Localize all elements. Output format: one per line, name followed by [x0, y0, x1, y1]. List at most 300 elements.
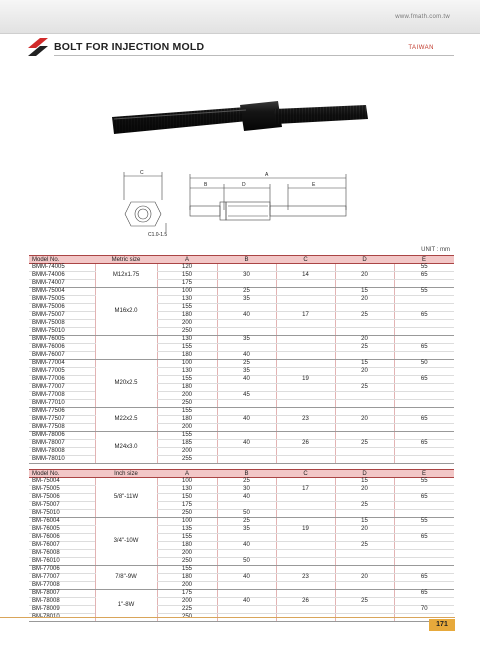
dim-b-cell [217, 424, 276, 432]
model-number-cell: BMM-77005 [29, 368, 95, 376]
dim-e-cell: 65 [394, 534, 454, 542]
dim-b-cell: 30 [217, 486, 276, 494]
dim-e-cell [394, 328, 454, 336]
table-row [29, 392, 454, 400]
dim-b-cell [217, 304, 276, 312]
dim-a-cell: 200 [157, 320, 217, 328]
table-row [29, 440, 454, 448]
table-row [29, 478, 454, 486]
table-row [29, 272, 454, 280]
dim-b-cell [217, 320, 276, 328]
dim-b-cell [217, 280, 276, 288]
dim-b-cell: 25 [217, 478, 276, 486]
table-row [29, 424, 454, 432]
dim-d-cell [335, 376, 394, 384]
dim-d-cell: 20 [335, 368, 394, 376]
title-rule [54, 55, 454, 56]
column-header: Model No. [29, 256, 95, 264]
table-row [29, 526, 454, 534]
model-number-cell: BMM-75006 [29, 304, 95, 312]
dim-c-cell [276, 510, 335, 518]
brand-logo-icon [28, 38, 48, 56]
dim-e-cell [394, 526, 454, 534]
dim-c-cell [276, 400, 335, 408]
dim-a-cell: 180 [157, 574, 217, 582]
dim-a-label: A [265, 172, 269, 178]
table-row [29, 456, 454, 464]
dim-c-cell: 19 [276, 376, 335, 384]
dim-a-cell: 120 [157, 264, 217, 272]
dim-e-cell: 70 [394, 606, 454, 614]
dim-e-cell [394, 558, 454, 566]
table-row [29, 344, 454, 352]
size-cell: M20x2.5 [95, 360, 157, 408]
metric-table [29, 255, 454, 464]
model-number-cell: BM-77007 [29, 574, 95, 582]
model-number-cell: BMM-77006 [29, 376, 95, 384]
dim-c-cell [276, 352, 335, 360]
dim-b-cell [217, 606, 276, 614]
model-number-cell: BMM-77506 [29, 408, 95, 416]
model-number-cell: BM-76007 [29, 542, 95, 550]
dim-a-cell: 155 [157, 408, 217, 416]
dim-d-cell: 25 [335, 440, 394, 448]
table-row [29, 280, 454, 288]
bolt-photo [108, 101, 370, 143]
dim-d-cell: 20 [335, 336, 394, 344]
table-row [29, 582, 454, 590]
dim-d-cell: 25 [335, 598, 394, 606]
dim-a-cell: 180 [157, 416, 217, 424]
dim-d-cell [335, 400, 394, 408]
dim-d-cell [335, 352, 394, 360]
table-row [29, 558, 454, 566]
dim-e-cell [394, 280, 454, 288]
dim-e-cell: 65 [394, 272, 454, 280]
dim-c-label: C [140, 170, 144, 176]
dim-c-cell: 17 [276, 312, 335, 320]
column-header: C [276, 256, 335, 264]
dim-b-cell: 40 [217, 376, 276, 384]
dim-d-cell [335, 510, 394, 518]
dim-a-cell: 150 [157, 494, 217, 502]
table-row [29, 590, 454, 598]
dim-e-cell: 65 [394, 440, 454, 448]
size-cell: M24x3.0 [95, 432, 157, 464]
dim-b-cell [217, 566, 276, 574]
dim-e-cell [394, 486, 454, 494]
dim-e-cell [394, 424, 454, 432]
dim-b-cell [217, 448, 276, 456]
dim-c-cell [276, 518, 335, 526]
dim-c-cell [276, 606, 335, 614]
size-cell [95, 336, 157, 360]
dim-b-cell [217, 550, 276, 558]
dim-c-cell [276, 392, 335, 400]
model-number-cell: BMM-75004 [29, 288, 95, 296]
dim-d-cell [335, 264, 394, 272]
table-row [29, 288, 454, 296]
dim-b-cell: 45 [217, 392, 276, 400]
dim-c-cell: 14 [276, 272, 335, 280]
dim-d-cell [335, 328, 394, 336]
dim-e-label: E [312, 182, 316, 188]
model-number-cell: BM-75010 [29, 510, 95, 518]
dim-e-cell [394, 336, 454, 344]
table-header-row [29, 470, 454, 478]
inch-table [29, 469, 454, 622]
dim-e-cell [394, 408, 454, 416]
model-number-cell: BMM-74007 [29, 280, 95, 288]
dim-e-cell [394, 304, 454, 312]
dim-c-cell: 23 [276, 416, 335, 424]
dim-c-cell [276, 494, 335, 502]
dim-d-cell: 25 [335, 502, 394, 510]
dim-e-cell [394, 392, 454, 400]
dim-c-cell [276, 264, 335, 272]
dim-e-cell: 65 [394, 416, 454, 424]
footer-rule [0, 617, 455, 618]
dim-a-cell: 150 [157, 272, 217, 280]
dim-c-cell: 26 [276, 598, 335, 606]
model-number-cell: BM-75005 [29, 486, 95, 494]
model-number-cell: BM-75007 [29, 502, 95, 510]
column-header: E [394, 256, 454, 264]
model-number-cell: BM-78007 [29, 590, 95, 598]
dim-b-cell: 40 [217, 598, 276, 606]
dim-d-cell [335, 432, 394, 440]
dim-d-cell [335, 408, 394, 416]
dim-b-cell: 40 [217, 494, 276, 502]
dim-e-cell: 55 [394, 478, 454, 486]
size-cell: M16x2.0 [95, 288, 157, 336]
size-cell: 1"-8W [95, 590, 157, 622]
dim-c-cell [276, 582, 335, 590]
dim-b-cell [217, 582, 276, 590]
model-number-cell: BM-76010 [29, 558, 95, 566]
table-row [29, 518, 454, 526]
column-header: B [217, 470, 276, 478]
model-number-cell: BM-75006 [29, 494, 95, 502]
dim-b-cell: 30 [217, 272, 276, 280]
size-cell: 5/8"-11W [95, 478, 157, 518]
dim-c-cell [276, 320, 335, 328]
dim-e-cell [394, 542, 454, 550]
dim-a-cell: 250 [157, 328, 217, 336]
top-band [0, 0, 480, 34]
dim-a-cell: 130 [157, 296, 217, 304]
dim-c-cell [276, 478, 335, 486]
dim-d-cell [335, 304, 394, 312]
dim-a-cell: 175 [157, 280, 217, 288]
dim-d-cell: 25 [335, 344, 394, 352]
dim-e-cell [394, 400, 454, 408]
dim-b-cell: 40 [217, 312, 276, 320]
size-cell: M12x1.75 [95, 264, 157, 288]
model-number-cell: BMM-76007 [29, 352, 95, 360]
dim-c-cell [276, 304, 335, 312]
column-header: B [217, 256, 276, 264]
model-number-cell: BMM-75005 [29, 296, 95, 304]
dim-b-cell: 40 [217, 440, 276, 448]
dim-a-cell: 155 [157, 344, 217, 352]
dim-c-cell [276, 550, 335, 558]
dim-a-cell: 200 [157, 550, 217, 558]
table-row [29, 448, 454, 456]
dim-c-cell [276, 534, 335, 542]
table-row [29, 304, 454, 312]
page-number: 171 [429, 619, 455, 631]
model-number-cell: BM-75004 [29, 478, 95, 486]
model-number-cell: BMM-77007 [29, 384, 95, 392]
model-number-cell: BMM-78007 [29, 440, 95, 448]
model-number-cell: BMM-77004 [29, 360, 95, 368]
table-row [29, 486, 454, 494]
model-number-cell: BMM-74005 [29, 264, 95, 272]
dim-d-label: D [242, 182, 246, 188]
dim-a-cell: 155 [157, 376, 217, 384]
dim-a-cell: 180 [157, 312, 217, 320]
dim-a-cell: 180 [157, 542, 217, 550]
table-row [29, 550, 454, 558]
dim-c-cell [276, 360, 335, 368]
dim-d-cell [335, 582, 394, 590]
model-number-cell: BMM-78006 [29, 432, 95, 440]
dim-d-cell [335, 550, 394, 558]
dim-a-cell: 130 [157, 486, 217, 494]
dim-c-cell [276, 296, 335, 304]
dim-e-cell [394, 598, 454, 606]
dim-c-cell [276, 344, 335, 352]
dim-b-cell: 25 [217, 288, 276, 296]
column-header: D [335, 470, 394, 478]
size-cell: 7/8"-9W [95, 566, 157, 590]
table-row [29, 606, 454, 614]
dim-b-cell: 40 [217, 352, 276, 360]
dim-b-cell: 40 [217, 416, 276, 424]
dim-a-cell: 100 [157, 288, 217, 296]
dim-e-cell: 65 [394, 312, 454, 320]
dim-b-cell [217, 344, 276, 352]
dim-e-cell: 65 [394, 590, 454, 598]
dim-d-cell: 20 [335, 526, 394, 534]
dim-b-cell: 35 [217, 296, 276, 304]
table-row [29, 376, 454, 384]
dim-a-cell: 130 [157, 368, 217, 376]
model-number-cell: BM-76006 [29, 534, 95, 542]
dim-e-cell: 55 [394, 264, 454, 272]
dim-c-cell: 19 [276, 526, 335, 534]
dim-d-cell: 15 [335, 478, 394, 486]
dim-d-cell [335, 558, 394, 566]
size-cell: 3/4"-10W [95, 518, 157, 566]
dim-e-cell [394, 384, 454, 392]
model-number-cell: BMM-76005 [29, 336, 95, 344]
dim-b-cell [217, 408, 276, 416]
dim-c-cell [276, 456, 335, 464]
dim-b-cell: 25 [217, 518, 276, 526]
table-row [29, 542, 454, 550]
dim-c-cell [276, 558, 335, 566]
dim-b-cell [217, 384, 276, 392]
dim-d-cell: 20 [335, 574, 394, 582]
dim-d-cell [335, 456, 394, 464]
dim-d-cell: 15 [335, 360, 394, 368]
dim-a-cell: 130 [157, 336, 217, 344]
table-row [29, 360, 454, 368]
dim-a-cell: 250 [157, 400, 217, 408]
dim-c-cell [276, 432, 335, 440]
dim-d-cell: 20 [335, 486, 394, 494]
dim-d-cell: 25 [335, 384, 394, 392]
dim-c-cell [276, 502, 335, 510]
dim-e-cell [394, 320, 454, 328]
dim-e-cell [394, 352, 454, 360]
dim-a-cell: 100 [157, 518, 217, 526]
dim-a-cell: 155 [157, 432, 217, 440]
table-row [29, 312, 454, 320]
dim-e-cell: 65 [394, 494, 454, 502]
dim-b-cell: 40 [217, 574, 276, 582]
dim-a-cell: 200 [157, 424, 217, 432]
dim-a-cell: 200 [157, 582, 217, 590]
model-number-cell: BMM-77508 [29, 424, 95, 432]
table-row [29, 400, 454, 408]
dim-c-cell: 17 [276, 486, 335, 494]
dim-e-cell [394, 582, 454, 590]
page-title: BOLT FOR INJECTION MOLD [54, 41, 205, 53]
model-number-cell: BM-77008 [29, 582, 95, 590]
model-number-cell: BMM-78008 [29, 448, 95, 456]
table-row [29, 534, 454, 542]
dim-e-cell [394, 566, 454, 574]
dim-a-cell: 250 [157, 510, 217, 518]
dim-a-cell: 200 [157, 598, 217, 606]
model-number-cell: BM-78009 [29, 606, 95, 614]
model-number-cell: BMM-78010 [29, 456, 95, 464]
table-row [29, 296, 454, 304]
column-header: E [394, 470, 454, 478]
column-header: Model No. [29, 470, 95, 478]
table-row [29, 384, 454, 392]
dim-c-cell [276, 336, 335, 344]
dim-e-cell: 55 [394, 518, 454, 526]
dim-c-cell [276, 368, 335, 376]
dim-d-cell: 20 [335, 296, 394, 304]
dim-d-cell: 15 [335, 518, 394, 526]
model-number-cell: BM-76008 [29, 550, 95, 558]
dim-d-cell: 15 [335, 288, 394, 296]
dim-d-cell: 25 [335, 542, 394, 550]
dim-b-cell: 50 [217, 510, 276, 518]
dim-c-cell [276, 448, 335, 456]
dim-e-cell: 50 [394, 360, 454, 368]
dim-a-cell: 135 [157, 526, 217, 534]
model-number-cell: BM-77006 [29, 566, 95, 574]
table-row [29, 432, 454, 440]
dim-c-cell [276, 328, 335, 336]
dim-d-cell [335, 424, 394, 432]
dim-c-cell [276, 590, 335, 598]
table-row [29, 264, 454, 272]
dim-c-cell [276, 424, 335, 432]
dim-a-cell: 200 [157, 392, 217, 400]
table-row [29, 336, 454, 344]
model-number-cell: BMM-77010 [29, 400, 95, 408]
dim-a-cell: 155 [157, 304, 217, 312]
dim-d-cell [335, 392, 394, 400]
model-number-cell: BM-76004 [29, 518, 95, 526]
dim-e-cell [394, 432, 454, 440]
table-row [29, 502, 454, 510]
dim-c-cell [276, 408, 335, 416]
dim-c-cell [276, 566, 335, 574]
model-number-cell: BMM-74006 [29, 272, 95, 280]
dim-b-cell: 35 [217, 368, 276, 376]
table-row [29, 574, 454, 582]
dim-e-cell [394, 448, 454, 456]
column-header: A [157, 256, 217, 264]
dim-d-cell [335, 320, 394, 328]
dim-b-cell [217, 400, 276, 408]
size-cell: M22x2.5 [95, 408, 157, 432]
model-number-cell: BMM-75007 [29, 312, 95, 320]
dim-b-cell: 25 [217, 360, 276, 368]
website-url: www.fmath.com.tw [395, 14, 450, 20]
dim-b-cell: 40 [217, 542, 276, 550]
dim-d-cell [335, 280, 394, 288]
table-row [29, 328, 454, 336]
dim-e-cell [394, 502, 454, 510]
dim-a-cell: 100 [157, 478, 217, 486]
dim-a-cell: 180 [157, 384, 217, 392]
dim-d-cell [335, 566, 394, 574]
dim-e-cell: 65 [394, 574, 454, 582]
title-bar [28, 38, 454, 58]
column-header: Inch size [95, 470, 157, 478]
dim-b-cell [217, 590, 276, 598]
table-row [29, 320, 454, 328]
dim-b-cell [217, 456, 276, 464]
model-number-cell: BMM-76006 [29, 344, 95, 352]
dim-e-cell: 65 [394, 376, 454, 384]
dim-b-cell: 35 [217, 336, 276, 344]
dim-b-cell [217, 534, 276, 542]
table-row [29, 368, 454, 376]
dim-a-cell: 175 [157, 590, 217, 598]
dim-b-cell: 50 [217, 558, 276, 566]
dim-e-cell [394, 456, 454, 464]
dim-e-cell: 55 [394, 288, 454, 296]
table-row [29, 416, 454, 424]
dim-b-cell [217, 264, 276, 272]
dim-b-label: B [204, 182, 208, 188]
dim-e-cell [394, 550, 454, 558]
dim-a-cell: 185 [157, 440, 217, 448]
table-row [29, 598, 454, 606]
table-row [29, 510, 454, 518]
dim-b-cell [217, 502, 276, 510]
country-label: TAIWAN [408, 45, 434, 51]
dim-e-cell [394, 296, 454, 304]
dim-c-cell [276, 542, 335, 550]
dimension-drawing [120, 166, 366, 240]
model-number-cell: BMM-77507 [29, 416, 95, 424]
dim-e-cell: 65 [394, 344, 454, 352]
model-number-cell: BMM-75010 [29, 328, 95, 336]
column-header: Metric size [95, 256, 157, 264]
dim-b-cell [217, 328, 276, 336]
